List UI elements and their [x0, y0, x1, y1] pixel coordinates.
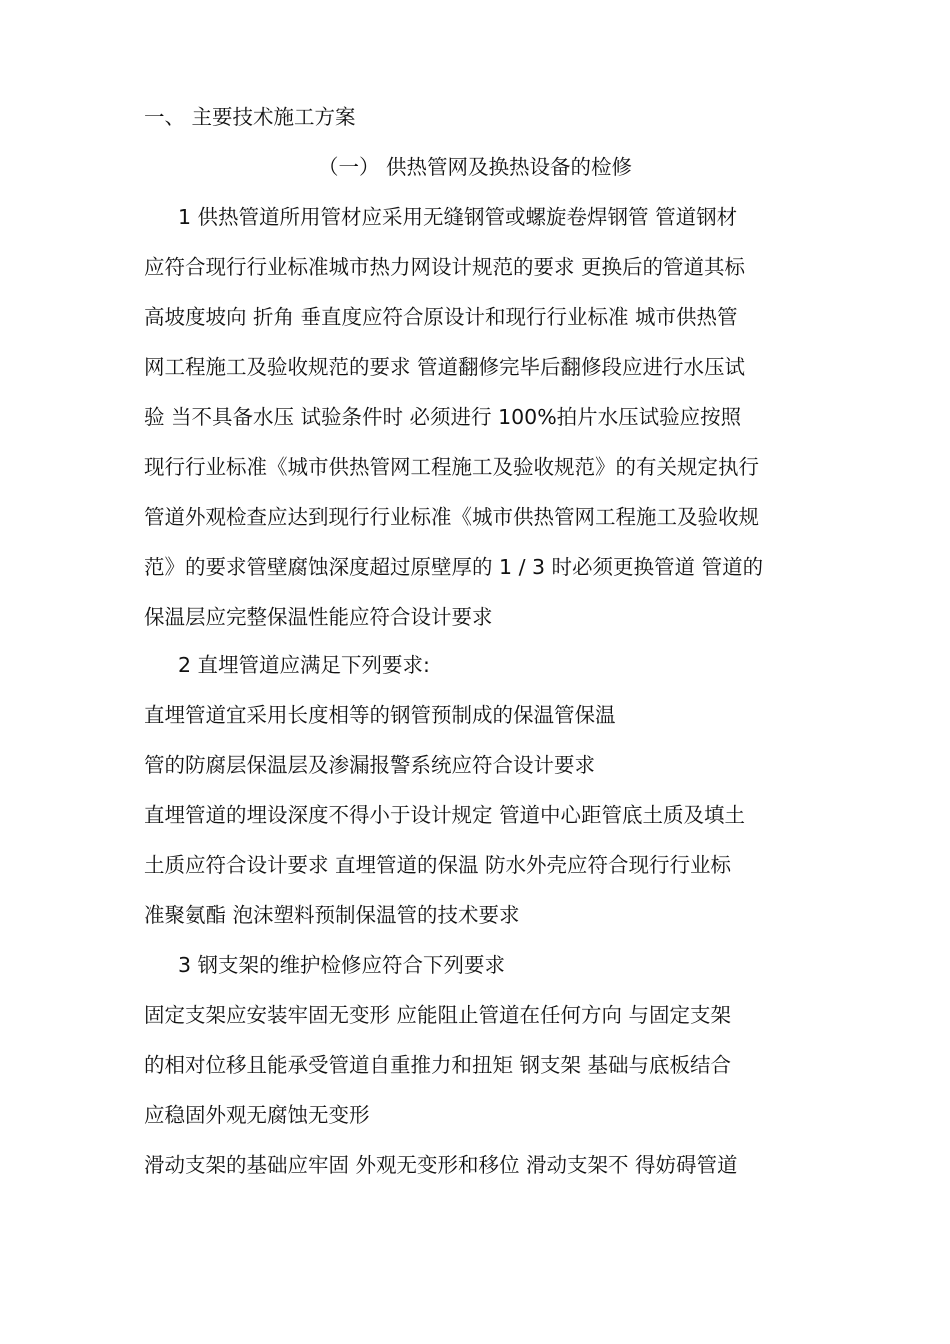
paragraph-line: 滑动支架的基础应牢固 外观无变形和移位 滑动支架不 得妨碍管道: [144, 1153, 738, 1177]
paragraph-line: 直埋管道的埋设深度不得小于设计规定 管道中心距管底土质及填土: [144, 803, 746, 827]
paragraph-line: 应符合现行行业标准城市热力网设计规范的要求 更换后的管道其标: [144, 255, 746, 279]
paragraph-line: 现行行业标准《城市供热管网工程施工及验收规范》的有关规定执行: [144, 455, 759, 479]
paragraph-line: 应稳固外观无腐蚀无变形: [144, 1103, 370, 1127]
paragraph-line: 管道外观检查应达到现行行业标准《城市供热管网工程施工及验收规: [144, 505, 759, 529]
paragraph-line: 1 供热管道所用管材应采用无缝钢管或螺旋卷焊钢管 管道钢材: [178, 205, 738, 229]
section-heading: 一、 主要技术施工方案: [144, 105, 356, 129]
paragraph-line: 管的防腐层保温层及渗漏报警系统应符合设计要求: [144, 753, 595, 777]
paragraph-line: 3 钢支架的维护检修应符合下列要求: [178, 953, 506, 977]
paragraph-line: 网工程施工及验收规范的要求 管道翻修完毕后翻修段应进行水压试: [144, 355, 746, 379]
paragraph-line: 土质应符合设计要求 直埋管道的保温 防水外壳应符合现行行业标: [144, 853, 732, 877]
paragraph-line: 2 直埋管道应满足下列要求:: [178, 653, 430, 677]
paragraph-line: 验 当不具备水压 试验条件时 必须进行 100%拍片水压试验应按照: [144, 405, 742, 429]
paragraph-line: 直埋管道宜采用长度相等的钢管预制成的保温管保温: [144, 703, 616, 727]
paragraph-line: 保温层应完整保温性能应符合设计要求: [144, 605, 493, 629]
paragraph-line: 高坡度坡向 折角 垂直度应符合原设计和现行行业标准 城市供热管: [144, 305, 738, 329]
paragraph-line: 准聚氨酯 泡沫塑料预制保温管的技术要求: [144, 903, 520, 927]
paragraph-line: 固定支架应安装牢固无变形 应能阻止管道在任何方向 与固定支架: [144, 1003, 732, 1027]
subsection-heading: （一） 供热管网及换热设备的检修: [318, 155, 633, 179]
paragraph-line: 范》的要求管壁腐蚀深度超过原壁厚的 1 / 3 时必须更换管道 管道的: [144, 555, 764, 579]
paragraph-line: 的相对位移且能承受管道自重推力和扭矩 钢支架 基础与底板结合: [144, 1053, 732, 1077]
